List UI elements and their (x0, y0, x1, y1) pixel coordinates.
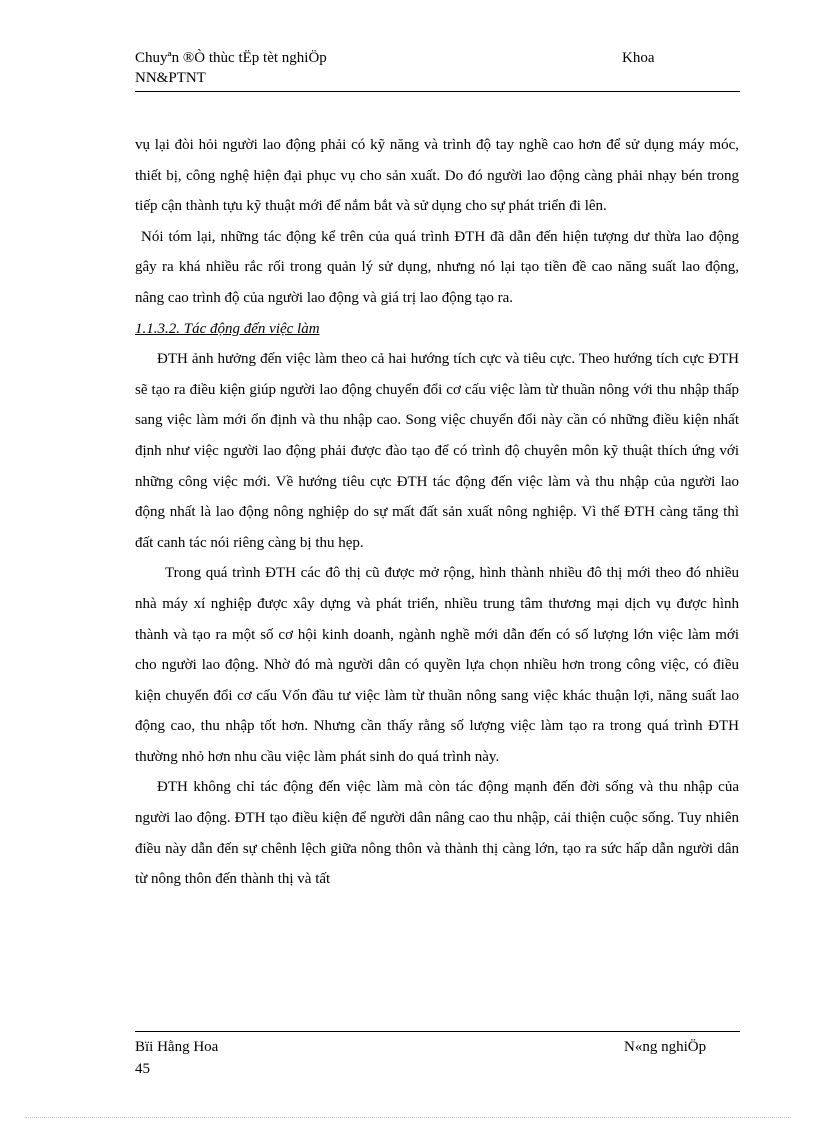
header-faculty: Khoa (622, 50, 655, 66)
paragraph-2: Nói tóm lại, những tác động kể trên của quá trình ĐTH đã dẫn đến hiện tượng dư thừa lao động gây ra khá nhiều rắc rối trong quản lý sử dụng, nhưng nó lại tạo tiền đề cao năng suất lao động, nâng cao trình độ của người lao động và giá trị lao động tạo ra. (135, 228, 739, 306)
paragraph-5: ĐTH không chỉ tác động đến việc làm mà còn tác động mạnh đến đời sống và thu nhập của người lao động. ĐTH tạo điều kiện để người dân nâng cao thu nhập, cải thiện cuộc sống. Tuy nhiên điều này dẫn đến sự chênh lệch giữa nông thôn và thành thị càng lớn, tạo ra sức hấp dẫn người dân từ nông thôn đến thành thị và tất (135, 779, 739, 888)
page-bottom-border (25, 1117, 791, 1118)
paragraph-4: Trong quá trình ĐTH các đô thị cũ được mở rộng, hình thành nhiều đô thị mới theo đó nhiều nhà máy xí nghiệp được xây dựng và phát triển, nhiều trung tâm thương mại dịch vụ được hình thành và tạo ra một số cơ hội kinh doanh, ngành nghề mới dẫn đến có số lượng lớn việc làm mới cho người lao động. Nhờ đó mà người dân có quyền lựa chọn nhiều hơn trong công việc, có điều kiện chuyển đổi cơ cấu Vốn đầu tư việc làm từ thuần nông sang việc khác thuận lợi, năng suất lao động cao, thu nhập tốt hơn. Nhưng cần thấy rằng số lượng việc làm tạo ra trong quá trình ĐTH thường nhỏ hơn nhu cầu việc làm phát sinh do quá trình này. (135, 565, 739, 765)
footer-author: Bïi Hằng Hoa (135, 1039, 219, 1055)
paragraph-1: vụ lại đòi hỏi người lao động phải có kỹ năng và trình độ tay nghề cao hơn để sử dụng máy móc, thiết bị, công nghệ hiện đại phục vụ cho sản xuất. Do đó người lao động càng phải nhạy bén trong tiếp cận thành tựu kỹ thuật mới để nắm bắt và sử dụng cho sự phát triển đi lên. (135, 137, 739, 215)
page-number: 45 (135, 1061, 150, 1077)
section-heading: 1.1.3.2. Tác động đến việc làm (135, 320, 320, 337)
document-body (135, 130, 739, 895)
footer-field: N«ng nghiÖp (624, 1039, 707, 1055)
header-title: Chuyªn ®Ò thùc tËp tèt nghiÖp (135, 50, 327, 66)
header-divider (135, 91, 740, 92)
paragraph-3: ĐTH ảnh hưởng đến việc làm theo cả hai hướng tích cực và tiêu cực. Theo hướng tích cực ĐTH sẽ tạo ra điều kiện giúp người lao động chuyển đổi cơ cấu việc làm từ thuần nông với thu nhập thấp sang việc làm mới ổn định và thu nhập cao. Song việc chuyển đổi này cần có những điều kiện nhất định như việc người lao động phải được đào tạo để có trình độ chuyên môn kỹ thuật thích ứng với những công việc mới. Về hướng tiêu cực ĐTH tác động đến việc làm và thu nhập của người lao động nhất là lao động nông nghiệp do sự mất đất sản xuất nông nghiệp. Vì thế ĐTH càng tăng thì đất canh tác nói riêng càng bị thu hẹp. (135, 351, 739, 551)
header-department: NN&PTNT (135, 70, 206, 86)
footer-divider (135, 1031, 740, 1032)
